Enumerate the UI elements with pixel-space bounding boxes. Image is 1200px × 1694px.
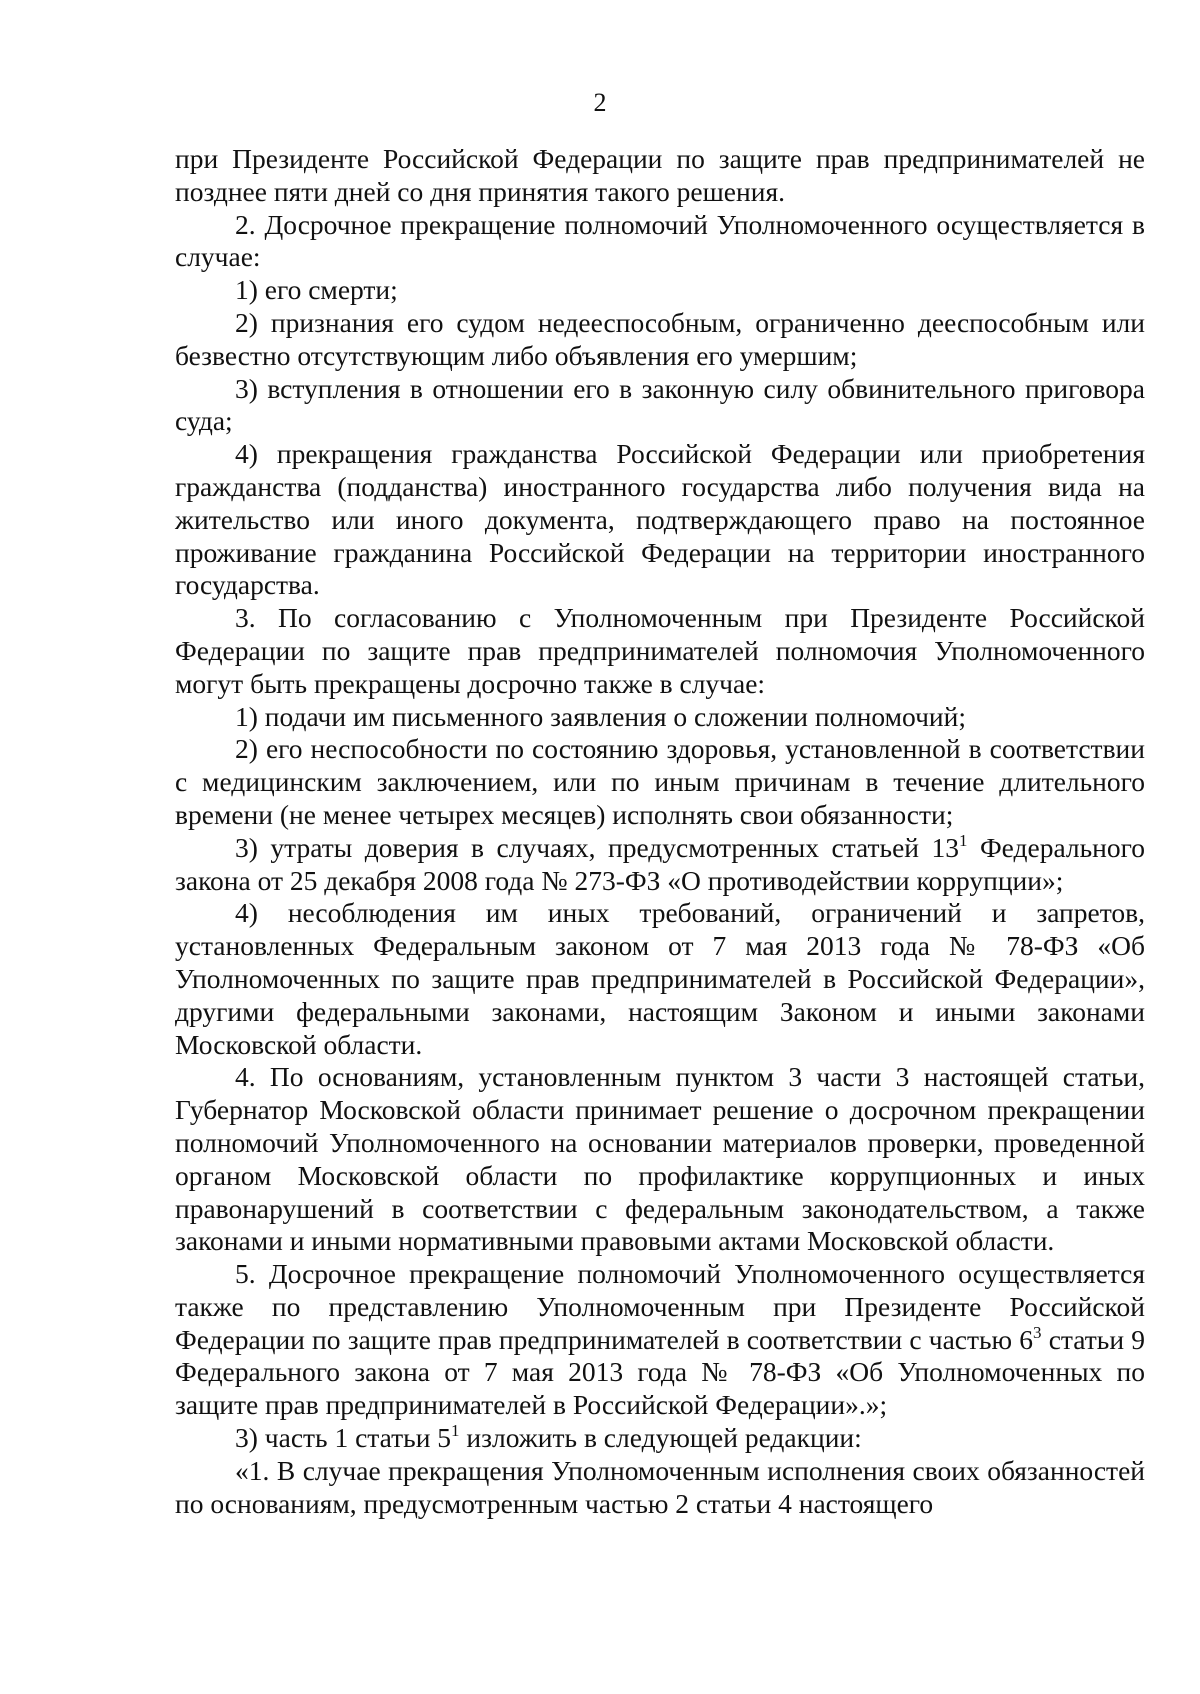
paragraph	[175, 1422, 1145, 1455]
superscript: 1	[958, 830, 968, 850]
paragraph: 1) подачи им письменного заявления о сложении полномочий;	[235, 700, 966, 732]
paragraph: «1. В случае прекращения Уполномоченным исполнения своих обязанностей по основаниям, предусмотренным частью 2 статьи 4 настоящего	[175, 1454, 1145, 1519]
paragraph: 3) вступления в отношении его в законную силу обвинительного приговора суда;	[175, 372, 1145, 437]
superscript: 3	[1033, 1322, 1042, 1342]
paragraph: 4. По основаниям, установленным пунктом 3 части 3 настоящей статьи, Губернатор Московской области принимает решение о досрочном прекращении полномочий Уполномоченного на основании материалов проверки, проведенной органом Московской области по профилактике коррупционных и иных правонарушений в соответствии с федеральным законодательством, а также законами и иными нормативными правовыми актами Московской области.	[175, 1061, 1145, 1257]
paragraph-text: Федерального закона от 25 декабря 2008 года № 273-ФЗ «О противодействии коррупции»;	[175, 831, 1145, 896]
superscript: 1	[451, 1421, 460, 1441]
paragraph: 3. По согласованию с Уполномоченным при Президенте Российской Федерации по защите прав предпринимателей полномочия Уполномоченного могут быть прекращены досрочно также в случае:	[175, 602, 1145, 699]
paragraph: 2) признания его судом недееспособным, ограниченно дееспособным или безвестно отсутствующим либо объявления его умершим;	[175, 306, 1145, 371]
paragraph: 1) его смерти;	[235, 274, 398, 306]
paragraph	[175, 1258, 1145, 1422]
paragraph: 2) его неспособности по состоянию здоровья, установленной в соответствии с медицинским заключением, или по иным причинам в течение длительного времени (не менее четырех месяцев) исполнять свои обязанности;	[175, 733, 1145, 830]
paragraph-text: 3) часть 1 статьи 5	[235, 1422, 452, 1454]
paragraph-text: изложить в следующей редакции:	[459, 1422, 862, 1454]
paragraph-text: 3) утраты доверия в случаях, предусмотренных статьей 13	[235, 831, 959, 863]
page-number: 2	[593, 88, 607, 117]
paragraph	[175, 832, 1145, 898]
paragraph-text: 5. Досрочное прекращение полномочий Уполномоченного осуществляется также по представлению Уполномоченным при Президенте Российской Федерации по защите прав предпринимателей в соответствии с частью 6	[175, 1258, 1145, 1355]
paragraph: при Президенте Российской Федерации по защите прав предпринимателей не позднее пяти дней со дня принятия такого решения.	[175, 143, 1145, 207]
paragraph: 4) несоблюдения им иных требований, ограничений и запретов, установленных Федеральным законом от 7 мая 2013 года № 78-ФЗ «Об Уполномоченных по защите прав предпринимателей в Российской Федерации», другими федеральными законами, настоящим Законом и иными законами Московской области.	[175, 897, 1145, 1060]
paragraph-text: статьи 9 Федерального закона от 7 мая 2013 года № 78-ФЗ «Об Уполномоченных по защите прав предпринимателей в Российской Федерации».»;	[175, 1323, 1145, 1421]
paragraph: 4) прекращения гражданства Российской Федерации или приобретения гражданства (подданства) иностранного государства либо получения вида на жительство или иного документа, подтверждающего право на постоянное проживание гражданина Российской Федерации на территории иностранного государства.	[175, 438, 1145, 601]
paragraph: 2. Досрочное прекращение полномочий Уполномоченного осуществляется в случае:	[175, 208, 1145, 273]
document-body	[175, 143, 1145, 1520]
